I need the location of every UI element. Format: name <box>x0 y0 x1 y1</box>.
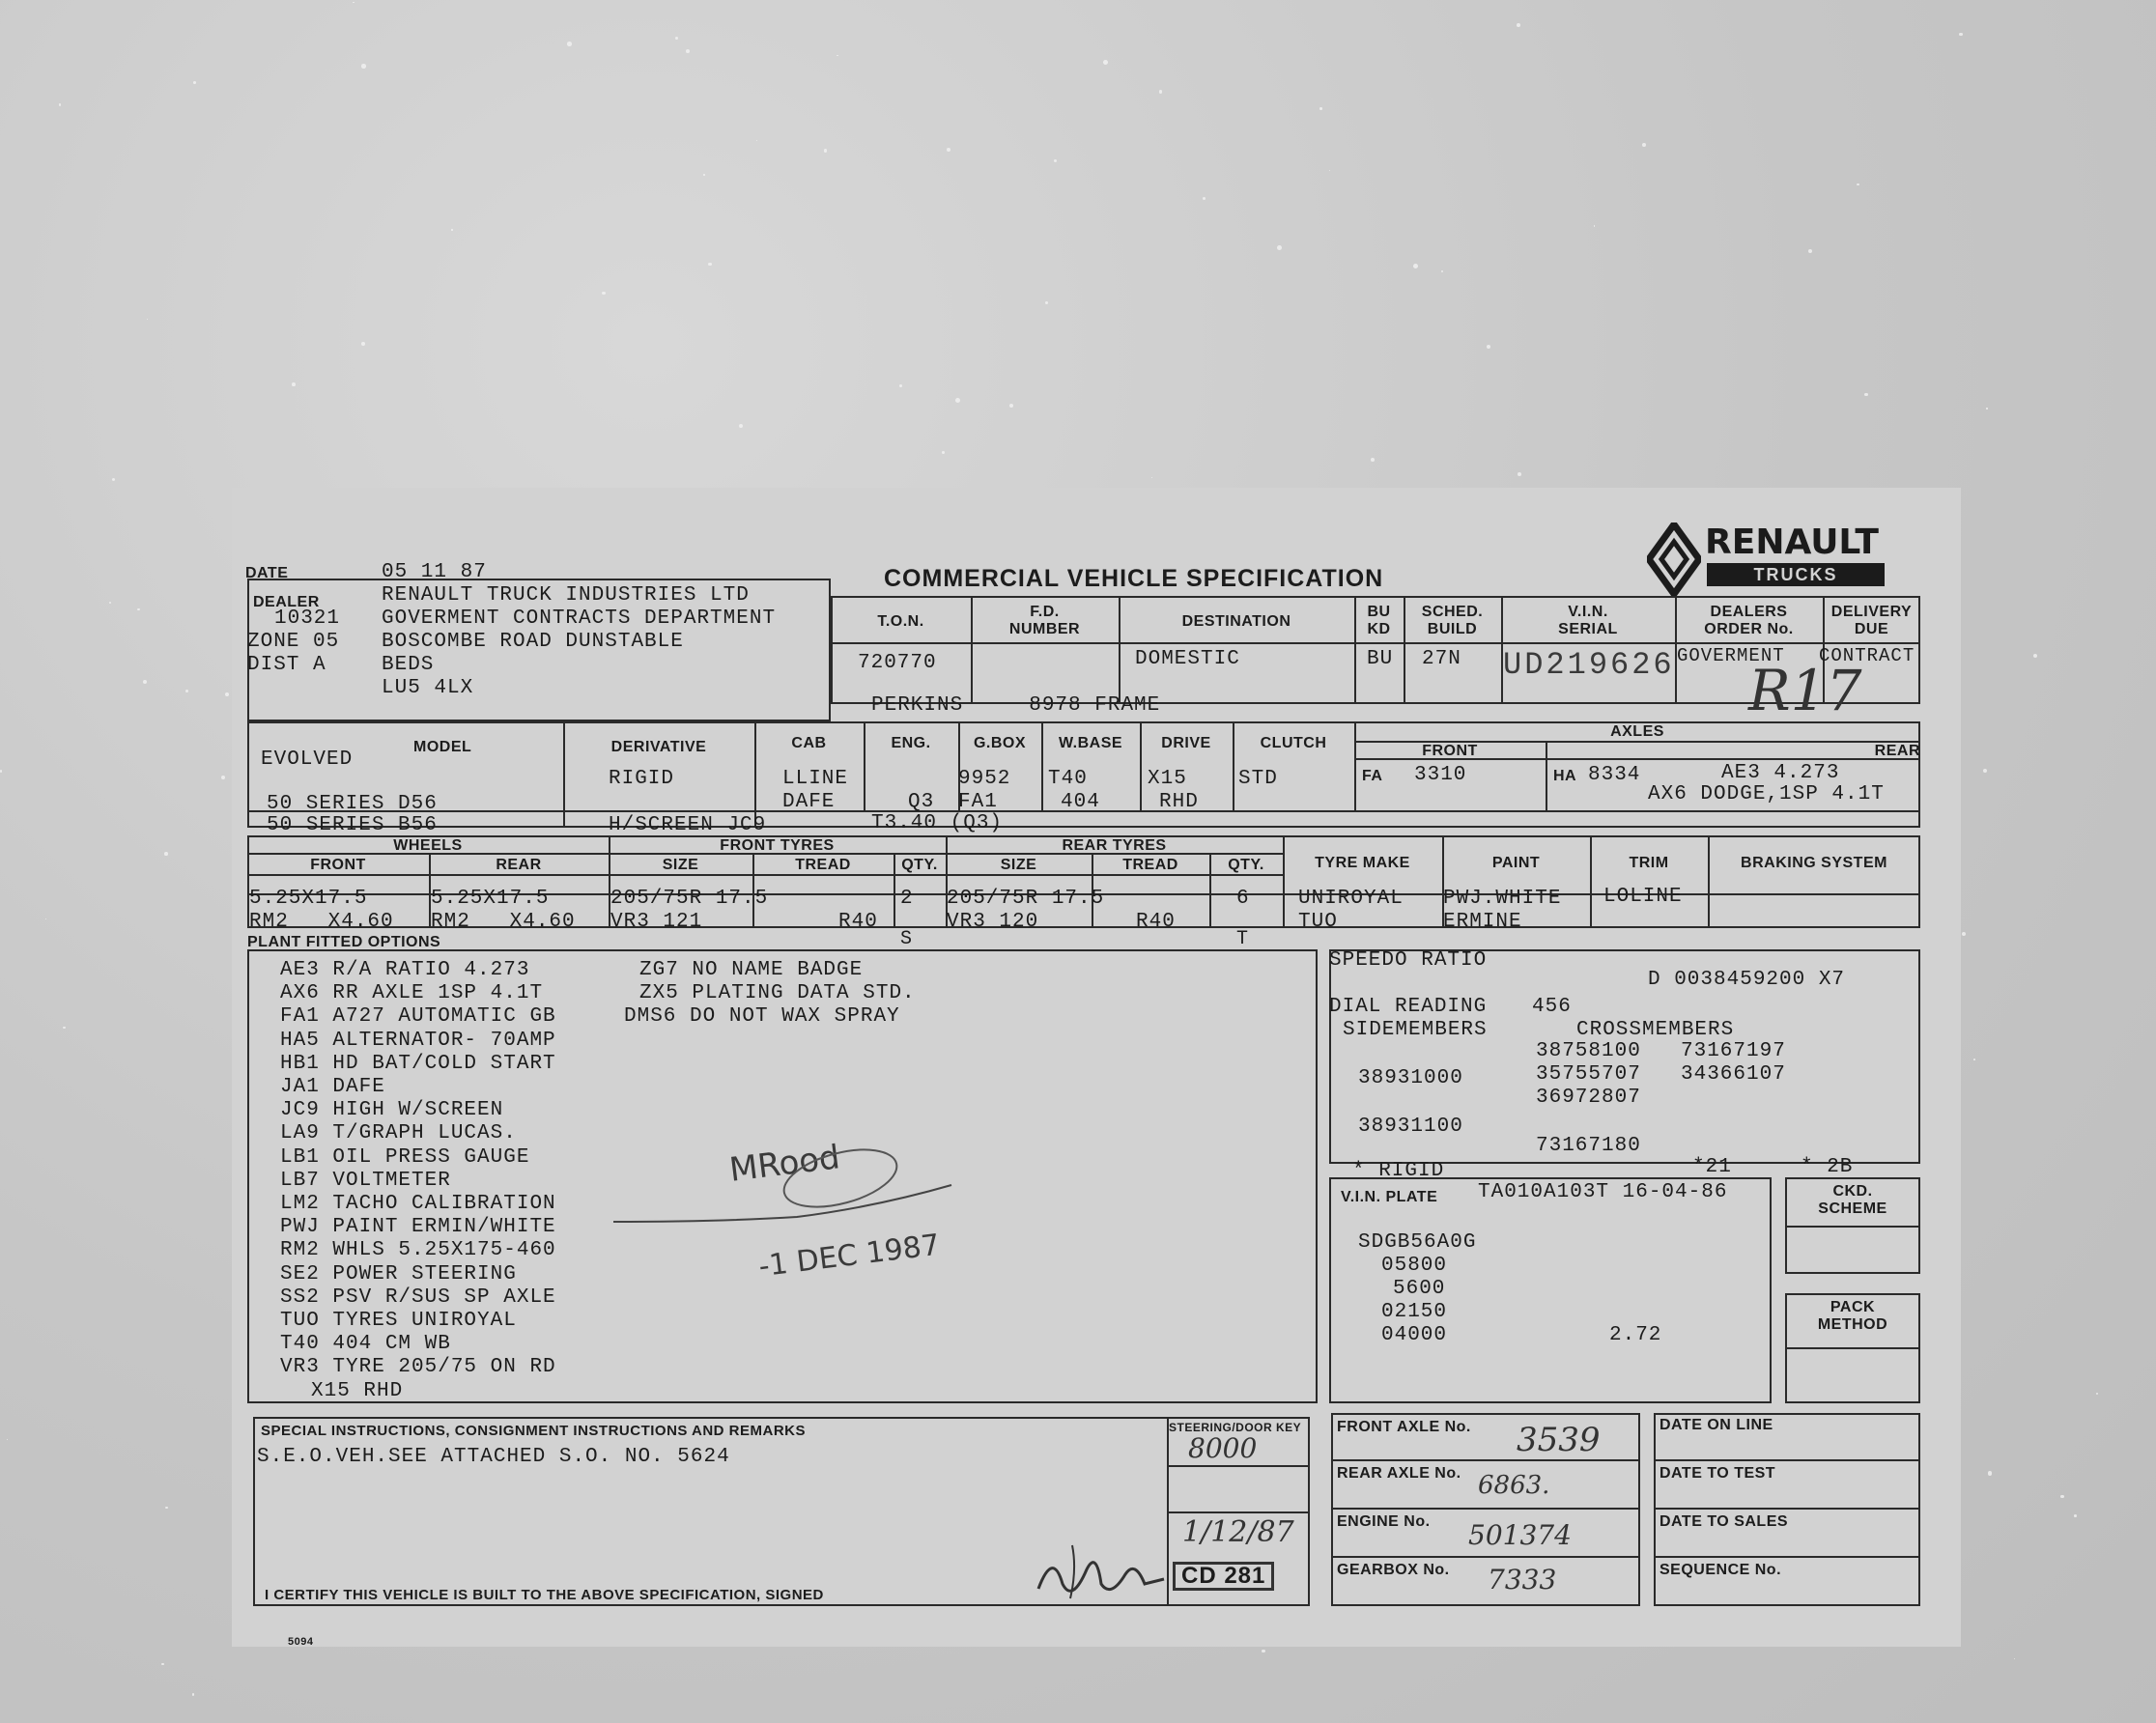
sched-build-label: SCHED. BUILD <box>1421 604 1484 637</box>
rear-axle-value-2: AX6 DODGE,1SP 4.1T <box>1648 783 1885 805</box>
dial-label: DIAL READING <box>1329 996 1488 1018</box>
option-item: SE2 POWER STEERING <box>280 1262 517 1285</box>
noise-speck <box>143 680 147 684</box>
option-item: FA1 A727 AUTOMATIC GB <box>280 1005 556 1029</box>
vin-line-3: 5600 <box>1393 1278 1446 1300</box>
vin-line-2: 05800 <box>1381 1255 1448 1277</box>
noise-speck <box>1045 301 1048 304</box>
gbox-value-2: FA1 <box>958 791 998 813</box>
cd-code-stamp: CD 281 <box>1173 1562 1274 1591</box>
spec-form <box>232 488 1961 1647</box>
mark-t: T <box>1236 928 1250 950</box>
wheel-rear-value-1: 5.25X17.5 <box>431 888 550 910</box>
gbox-value-1: 9952 <box>958 768 1011 790</box>
cab-value-2: DAFE <box>782 791 836 813</box>
wbase-label: W.BASE <box>1058 735 1123 751</box>
noise-speck <box>1959 33 1962 36</box>
screen-value: H/SCREEN JC9 <box>609 814 767 836</box>
axles-label: AXLES <box>1610 723 1664 740</box>
evolved: EVOLVED <box>261 749 354 771</box>
zone: ZONE 05 <box>247 631 340 653</box>
crossmember-5: 36972807 <box>1536 1087 1641 1109</box>
noise-speck <box>1103 60 1108 65</box>
renault-diamond-icon <box>1647 523 1701 596</box>
options-label: PLANT FITTED OPTIONS <box>247 934 441 950</box>
noise-speck <box>292 382 296 386</box>
noise-speck <box>1441 270 1443 272</box>
handwritten-mark: R17 <box>1748 658 1862 723</box>
option-item: SS2 PSV R/SUS SP AXLE <box>280 1285 556 1309</box>
noise-speck <box>2014 1658 2015 1659</box>
noise-speck <box>109 602 111 604</box>
eng-value: Q3 <box>908 791 935 813</box>
rear-size-label: SIZE <box>1000 857 1037 873</box>
rear-tread-label: TREAD <box>1122 857 1178 873</box>
clutch-label: CLUTCH <box>1260 735 1327 751</box>
date-value: 05 11 87 <box>382 561 487 583</box>
note-21: *21 <box>1692 1156 1732 1178</box>
stamp-signature: MRood <box>726 1138 842 1190</box>
cab-label: CAB <box>791 735 827 751</box>
front-tyres-label: FRONT TYRES <box>720 837 835 854</box>
noise-speck <box>63 1027 65 1029</box>
option-item: PWJ PAINT ERMIN/WHITE <box>280 1216 556 1239</box>
ha-label: HA <box>1553 768 1577 784</box>
steering-key-label: STEERING/DOOR KEY <box>1169 1421 1302 1434</box>
noise-speck <box>361 342 365 346</box>
front-tread-label: TREAD <box>795 857 851 873</box>
front-qty-label: QTY. <box>901 857 938 873</box>
bu-kd-value: BU <box>1367 648 1394 670</box>
noise-speck <box>1983 769 1987 773</box>
wheels-label: WHEELS <box>393 837 463 854</box>
remarks-text: S.E.O.VEH.SEE ATTACHED S.O. NO. 5624 <box>257 1446 730 1468</box>
noise-speck <box>2060 1495 2064 1499</box>
option-item: JC9 HIGH W/SCREEN <box>280 1099 504 1122</box>
front-size-value-2: VR3 121 <box>610 911 703 933</box>
noise-speck <box>567 42 572 46</box>
fd-number-label: F.D. NUMBER <box>1008 604 1081 637</box>
speedo-label: SPEEDO RATIO <box>1329 949 1488 972</box>
vin-line-4: 02150 <box>1381 1301 1448 1323</box>
noise-speck <box>1487 345 1490 349</box>
crossmember-6: 73167180 <box>1536 1135 1641 1157</box>
vin-line-1: SDGB56A0G <box>1358 1231 1477 1254</box>
wheel-rear-value-2: RM2 X4.60 <box>431 911 576 933</box>
date-label: DATE <box>245 565 289 581</box>
eng-label: ENG. <box>891 735 931 751</box>
destination-value: DOMESTIC <box>1135 648 1240 670</box>
noise-speck <box>1159 90 1162 93</box>
rear-axle-value-1: AE3 4.273 <box>1721 762 1840 784</box>
wheel-front-label: FRONT <box>310 857 366 873</box>
option-item: X15 RHD <box>311 1379 404 1402</box>
noise-speck <box>1319 107 1321 109</box>
front-axle-no-value: 3539 <box>1517 1421 1601 1459</box>
address-line-4: BEDS <box>382 654 435 676</box>
form-title: COMMERCIAL VEHICLE SPECIFICATION <box>884 565 1384 592</box>
rear-axle-no-value: 6863. <box>1478 1471 1550 1500</box>
derivative-value: RIGID <box>609 768 675 790</box>
front-axle-label: FRONT <box>1422 743 1478 759</box>
option-item: ZG7 NO NAME BADGE <box>639 959 864 981</box>
cab-value-1: LLINE <box>782 768 849 790</box>
drive-value-1: X15 <box>1148 768 1187 790</box>
vin-line-5: 04000 <box>1381 1324 1448 1346</box>
front-size-label: SIZE <box>662 857 699 873</box>
dealers-order-value: GOVERMENT <box>1677 645 1785 666</box>
logo-sub: TRUCKS <box>1707 563 1885 586</box>
option-item: LB1 OIL PRESS GAUGE <box>280 1145 530 1169</box>
noise-speck <box>221 776 225 779</box>
option-item: DMS6 DO NOT WAX SPRAY <box>624 1005 900 1029</box>
noise-speck <box>2074 1514 2077 1517</box>
rear-qty-value: 6 <box>1236 888 1250 910</box>
speedo-code: D 0038459200 X7 <box>1648 969 1846 991</box>
noise-speck <box>1986 408 1987 409</box>
option-item: LM2 TACHO CALIBRATION <box>280 1193 556 1215</box>
bu-kd-label: BU KD <box>1367 604 1391 637</box>
rear-tyres-label: REAR TYRES <box>1062 837 1167 854</box>
noise-speck <box>1413 264 1418 268</box>
sched-build-value: 27N <box>1422 648 1461 670</box>
remarks-label: SPECIAL INSTRUCTIONS, CONSIGNMENT INSTRUCTIONS AND REMARKS <box>261 1423 807 1439</box>
clutch-value: STD <box>1238 768 1278 790</box>
wbase-value-2: 404 <box>1061 791 1100 813</box>
handwritten-date: 1/12/87 <box>1182 1515 1294 1549</box>
ckd-scheme-label: CKD. SCHEME <box>1818 1183 1887 1217</box>
option-item: ZX5 PLATING DATA STD. <box>639 982 916 1005</box>
option-item: JA1 DAFE <box>280 1076 385 1098</box>
crossmember-4: 34366107 <box>1681 1063 1786 1086</box>
rear-tread-value: R40 <box>1136 911 1176 933</box>
noise-speck <box>361 64 365 68</box>
dial-value: 456 <box>1532 996 1572 1018</box>
tyre-make-value-1: UNIROYAL <box>1298 888 1404 910</box>
tyre-make-value-2: TUO <box>1298 911 1338 933</box>
noise-speck <box>1151 477 1152 478</box>
rear-axle-label: REAR <box>1874 743 1920 759</box>
model-line-1: 50 SERIES D56 <box>267 793 438 815</box>
address-line-3: BOSCOMBE ROAD DUNSTABLE <box>382 631 684 653</box>
vin-ratio: 2.72 <box>1609 1324 1662 1346</box>
engine-code: T3.40 (Q3) <box>871 812 1004 834</box>
sequence-no-label: SEQUENCE No. <box>1660 1562 1782 1578</box>
inspector-signature-icon <box>1034 1531 1169 1608</box>
noise-speck <box>1517 23 1520 27</box>
wheel-front-value-1: 5.25X17.5 <box>249 888 368 910</box>
drive-value-2: RHD <box>1159 791 1199 813</box>
dist: DIST A <box>247 654 326 676</box>
crossmember-2: 73167197 <box>1681 1040 1786 1062</box>
rigid-note: * RIGID <box>1352 1160 1445 1182</box>
destination-label: DESTINATION <box>1181 613 1291 630</box>
delivery-due-value: CONTRACT <box>1819 645 1915 666</box>
engine-no-value: 501374 <box>1468 1519 1572 1551</box>
paint-value-1: PWJ.WHITE <box>1443 888 1562 910</box>
noise-speck <box>1642 143 1646 147</box>
noise-speck <box>947 148 950 152</box>
option-item: T40 404 CM WB <box>280 1333 451 1356</box>
noise-speck <box>0 770 2 772</box>
noise-speck <box>1277 245 1282 250</box>
noise-speck <box>703 174 704 175</box>
dealers-order-label: DEALERS ORDER No. <box>1704 604 1794 637</box>
address-line-1: RENAULT TRUCK INDUSTRIES LTD <box>382 584 750 607</box>
noise-speck <box>1962 932 1966 936</box>
option-item: HB1 HD BAT/COLD START <box>280 1052 556 1075</box>
option-item: RM2 WHLS 5.25X175-460 <box>280 1239 556 1262</box>
paint-value-2: ERMINE <box>1443 911 1522 933</box>
derivative-label: DERIVATIVE <box>610 739 707 755</box>
sidemember-2: 38931100 <box>1358 1116 1463 1138</box>
ton-value: 720770 <box>858 652 937 674</box>
trim-label: TRIM <box>1629 855 1669 871</box>
front-qty-value: 2 <box>900 888 914 910</box>
crossmember-3: 35755707 <box>1536 1063 1641 1086</box>
drive-label: DRIVE <box>1161 735 1211 751</box>
sidemembers-label: SIDEMEMBERS <box>1343 1019 1488 1041</box>
crossmember-1: 38758100 <box>1536 1040 1641 1062</box>
engine-no-label: ENGINE No. <box>1337 1513 1431 1530</box>
crossmembers-label: CROSSMEMBERS <box>1576 1019 1735 1041</box>
option-item: TUO TYRES UNIROYAL <box>280 1310 517 1332</box>
rear-axle-no-label: REAR AXLE No. <box>1337 1465 1461 1482</box>
received-date-stamp: -1 DEC 1987 <box>756 1228 942 1285</box>
braking-label: BRAKING SYSTEM <box>1741 855 1887 871</box>
noise-speck <box>164 852 168 856</box>
front-tread-value: R40 <box>838 911 878 933</box>
noise-speck <box>1973 1059 1975 1060</box>
option-item: LB7 VOLTMETER <box>280 1169 451 1192</box>
vin-serial-label: V.I.N. SERIAL <box>1558 604 1618 637</box>
model-label: MODEL <box>413 739 472 755</box>
paint-label: PAINT <box>1491 855 1541 871</box>
logo-wordmark: RENAULT <box>1705 523 1879 562</box>
sidemember-1: 38931000 <box>1358 1067 1463 1089</box>
vin-plate-value: TA010A103T 16-04-86 <box>1478 1181 1728 1203</box>
dealer-code: 10321 <box>274 607 341 630</box>
ton-label: T.O.N. <box>877 613 924 630</box>
form-number: 5094 <box>288 1636 314 1648</box>
noise-speck <box>353 2 355 4</box>
front-axle-no-label: FRONT AXLE No. <box>1337 1419 1471 1435</box>
rear-size-value-1: 205/75R 17.5 <box>947 888 1105 910</box>
date-on-line-label: DATE ON LINE <box>1660 1417 1773 1433</box>
option-item: VR3 TYRE 205/75 ON RD <box>280 1356 556 1379</box>
option-item: AE3 R/A RATIO 4.273 <box>280 959 530 981</box>
certify-text: I CERTIFY THIS VEHICLE IS BUILT TO THE ABOVE SPECIFICATION, SIGNED <box>265 1587 824 1603</box>
front-size-value-1: 205/75R 17.5 <box>610 888 769 910</box>
noise-speck <box>451 229 452 230</box>
wheel-front-value-2: RM2 X4.60 <box>249 911 394 933</box>
address-line-5: LU5 4LX <box>382 677 474 699</box>
trim-value: LOLINE <box>1603 886 1683 908</box>
noise-speck <box>165 1507 167 1509</box>
fa-label: FA <box>1362 768 1383 784</box>
noise-speck <box>955 398 960 403</box>
note-2b: * 2B <box>1801 1156 1854 1178</box>
pack-method-label: PACK METHOD <box>1817 1299 1888 1333</box>
noise-speck <box>708 263 711 266</box>
ha-value: 8334 <box>1588 764 1641 786</box>
option-item: LA9 T/GRAPH LUCAS. <box>280 1122 517 1145</box>
noise-speck <box>45 918 46 919</box>
gbox-label: G.BOX <box>973 735 1027 751</box>
fa-value: 3310 <box>1414 764 1467 786</box>
address-line-2: GOVERMENT CONTRACTS DEPARTMENT <box>382 607 777 630</box>
vin-plate-label: V.I.N. PLATE <box>1341 1189 1438 1205</box>
rear-size-value-2: VR3 120 <box>947 911 1039 933</box>
noise-speck <box>1329 170 1330 171</box>
option-item: AX6 RR AXLE 1SP 4.1T <box>280 982 544 1005</box>
gearbox-no-value: 7333 <box>1488 1564 1557 1596</box>
signature-stroke-icon <box>604 1125 971 1241</box>
model-line-2: 50 SERIES B56 <box>267 814 438 836</box>
mark-s: S <box>900 928 914 950</box>
date-to-test-label: DATE TO TEST <box>1660 1465 1776 1482</box>
dealer-label: DEALER <box>253 594 320 610</box>
wbase-value-1: T40 <box>1048 768 1088 790</box>
option-item: HA5 ALTERNATOR- 70AMP <box>280 1029 556 1052</box>
rear-qty-label: QTY. <box>1228 857 1264 873</box>
engine-frame-line: PERKINS 8978 FRAME <box>871 694 1161 717</box>
gearbox-no-label: GEARBOX No. <box>1337 1562 1450 1578</box>
vin-serial-value: UD219626 <box>1503 647 1675 683</box>
steering-key-value: 8000 <box>1188 1432 1258 1464</box>
wheel-rear-label: REAR <box>496 857 542 873</box>
noise-speck <box>112 478 115 481</box>
noise-speck <box>1371 458 1375 462</box>
tyre-make-label: TYRE MAKE <box>1315 855 1410 871</box>
date-to-sales-label: DATE TO SALES <box>1660 1513 1789 1530</box>
delivery-due-label: DELIVERY DUE <box>1830 604 1913 637</box>
